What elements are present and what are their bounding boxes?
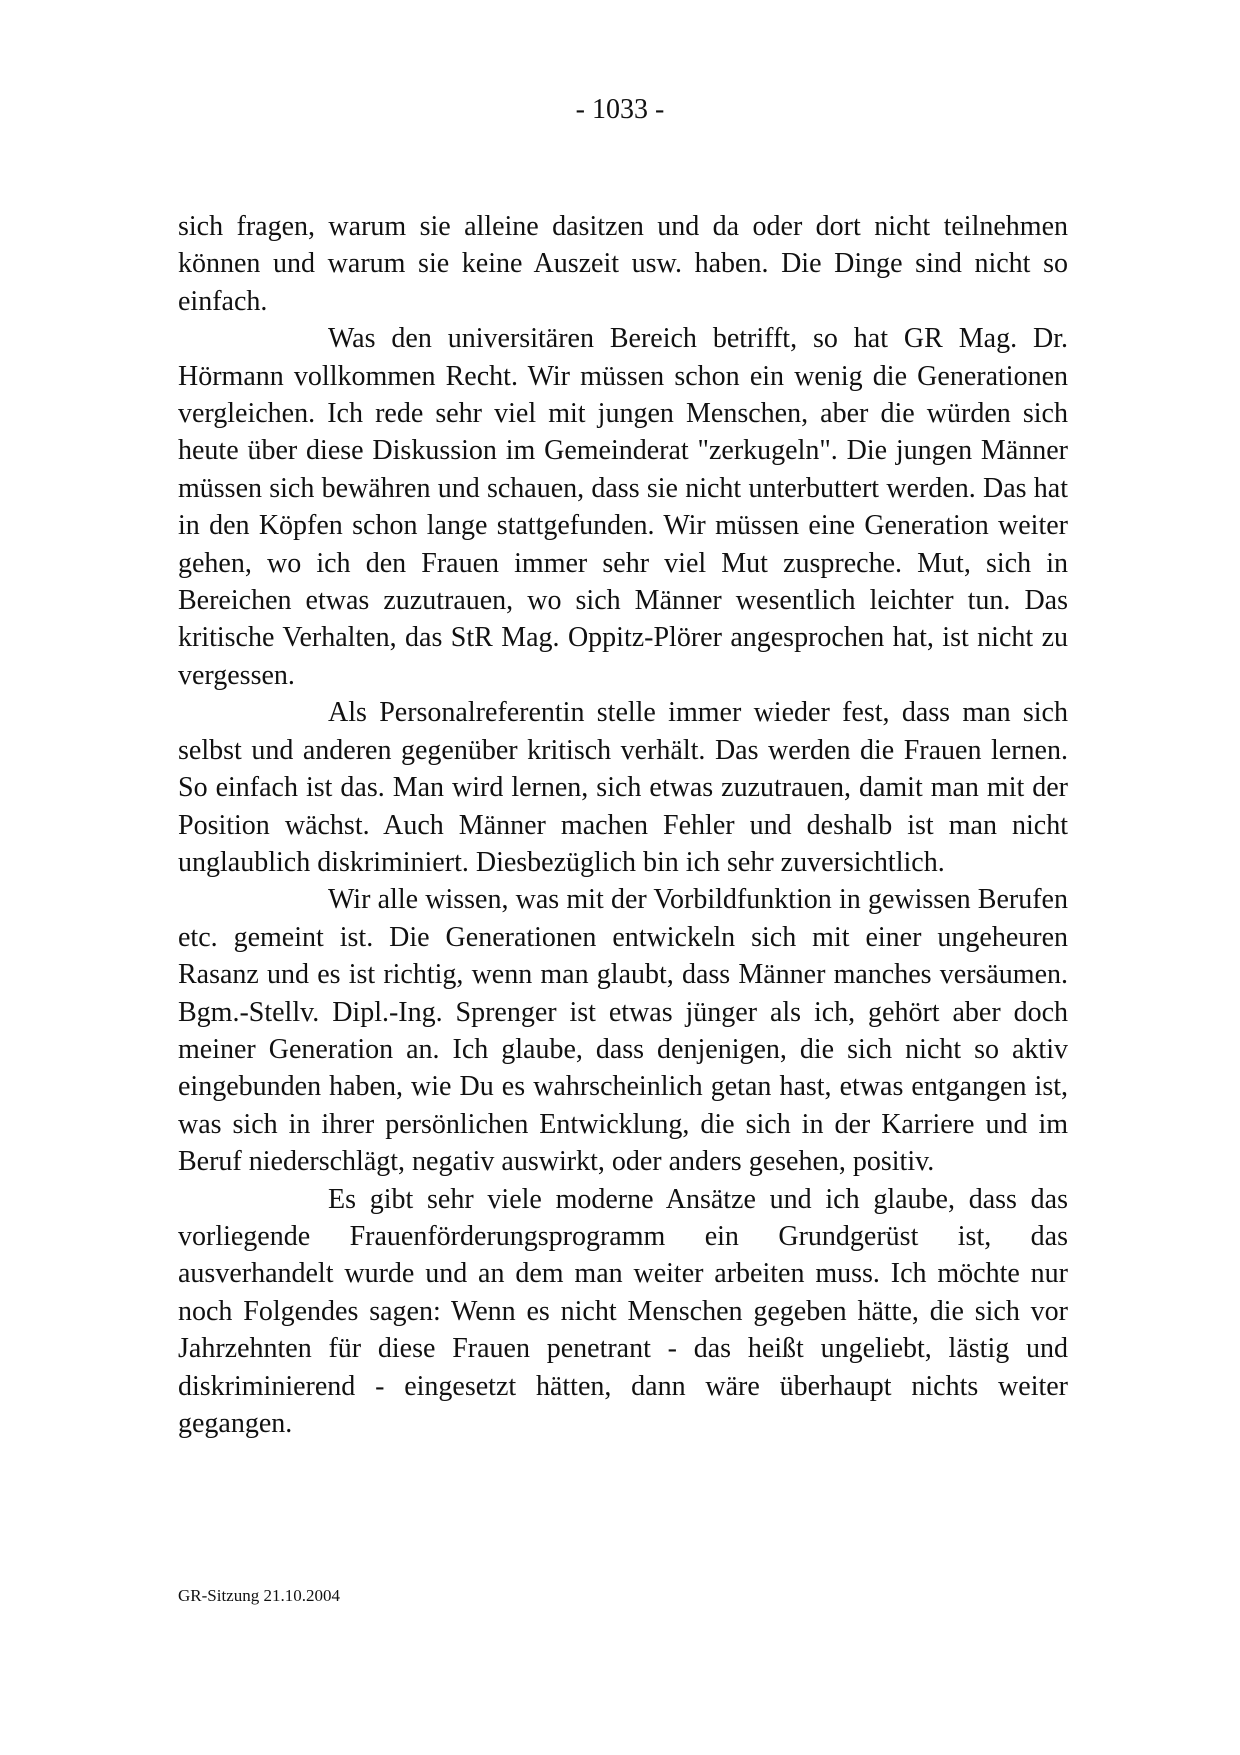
paragraph-3: Als Personalreferentin stelle immer wieder fest, dass man sich selbst und anderen gegenüber kritisch verhält. Das werden die Frauen lernen. So einfach ist das. Man wird lernen, sich etwas zuzutrauen, damit man mit der Position wächst. Auch Männer machen Fehler und deshalb ist man nicht unglaublich diskriminiert. Diesbezüglich bin ich sehr zuversichtlich. xyxy=(178,697,1068,878)
paragraph-1: sich fragen, warum sie alleine dasitzen und da oder dort nicht teilnehmen können und warum sie keine Auszeit usw. haben. Die Dinge sind nicht so einfach. xyxy=(178,211,1068,317)
paragraph-2: Was den universitären Bereich betrifft, so hat GR Mag. Dr. Hörmann vollkommen Recht. Wir müssen schon ein wenig die Generationen vergleichen. Ich rede sehr viel mit jungen Menschen, aber die würden sich heute über diese Diskussion im Gemeinderat "zerkugeln". Die jungen Männer müssen sich bewähren und schauen, dass sie nicht unterbuttert werden. Das hat in den Köpfen schon lange stattgefunden. Wir müssen eine Generation weiter gehen, wo ich den Frauen immer sehr viel Mut zuspreche. Mut, sich in Bereichen etwas zuzutrauen, wo sich Männer wesentlich leichter tun. Das kritische Verhalten, das StR Mag. Oppitz-Plörer angesprochen hat, ist nicht zu vergessen. xyxy=(178,323,1068,691)
footer-session-date: GR-Sitzung 21.10.2004 xyxy=(178,1586,340,1605)
paragraph-5: Es gibt sehr viele moderne Ansätze und ich glaube, dass das vorliegende Frauenförderungsprogramm ein Grundgerüst ist, das ausverhandelt wurde und an dem man weiter arbeiten muss. Ich möchte nur noch Folgendes sagen: Wenn es nicht Menschen gegeben hätte, die sich vor Jahrzehnten für diese Frauen penetrant - das heißt ungeliebt, lästig und diskriminierend - eingesetzt hätten, dann wäre überhaupt nichts weiter gegangen. xyxy=(178,1183,1068,1439)
page-number: - 1033 - xyxy=(575,94,665,125)
paragraph-4: Wir alle wissen, was mit der Vorbildfunktion in gewissen Berufen etc. gemeint ist. Die Generationen entwickeln sich mit einer ungeheuren Rasanz und es ist richtig, wenn man glaubt, dass Männer manches versäumen. Bgm.-Stellv. Dipl.-Ing. Sprenger ist etwas jünger als ich, gehört aber doch meiner Generation an. Ich glaube, dass denjenigen, die sich nicht so aktiv eingebunden haben, wie Du es wahrscheinlich getan hast, etwas entgangen ist, was sich in ihrer persönlichen Entwicklung, die sich in der Karriere und im Beruf niederschlägt, negativ auswirkt, oder anders gesehen, positiv. xyxy=(178,884,1068,1178)
document-body xyxy=(178,208,1068,1442)
